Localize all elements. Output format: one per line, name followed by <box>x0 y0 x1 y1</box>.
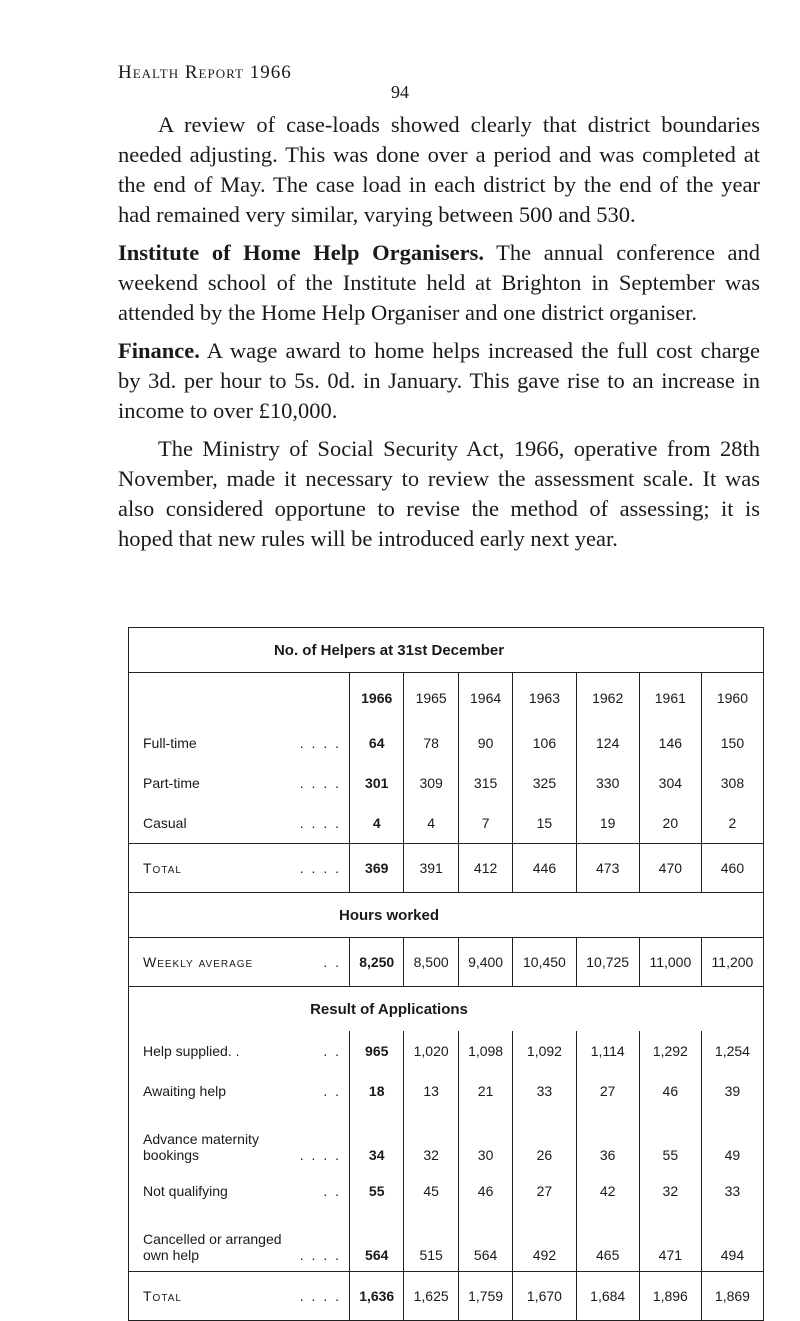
row-label-dots: . . . . <box>299 1288 341 1304</box>
cell-1960: 1,254 <box>701 1031 763 1071</box>
cell-1963: 106 <box>513 723 576 763</box>
cell-1965: 1,625 <box>404 1272 458 1321</box>
cell-1965: 8,500 <box>404 938 458 987</box>
row-label-dots: . . <box>323 1083 341 1099</box>
cell-1960: 11,200 <box>701 938 763 987</box>
cell-1960: 150 <box>701 723 763 763</box>
cell-1962: 10,725 <box>576 938 639 987</box>
cell-1965: 13 <box>404 1071 458 1111</box>
cell-1961: 146 <box>639 723 701 763</box>
cell-1962: 42 <box>576 1171 639 1211</box>
row-label-text: Casual <box>143 815 187 831</box>
cell-1963: 492 <box>513 1211 576 1272</box>
row-label-text: Advance maternity <box>143 1131 259 1147</box>
hours-row-0 <box>129 938 764 987</box>
cell-1962: 1,114 <box>576 1031 639 1071</box>
cell-1965: 32 <box>404 1111 458 1171</box>
paragraph-finance-body: A wage award to home helps increased the full cost charge by 3d. per hour to 5s. 0d. in January. This gave rise to an increase in income to over £10,000. <box>118 338 760 423</box>
cell-1965: 391 <box>404 844 458 893</box>
section-title-applications: Result of Applications <box>129 987 764 1032</box>
paragraph-ministry-act: The Ministry of Social Security Act, 1966, operative from 28th November, made it necessary to review the assessment scale. It was also considered opportune to revise the method of assessing; it is hoped that new rules will be introduced early next year. <box>118 436 760 551</box>
row-label <box>129 803 350 844</box>
cell-1966: 55 <box>350 1171 404 1211</box>
cell-1964: 9,400 <box>458 938 512 987</box>
cell-1964: 7 <box>458 803 512 844</box>
statistics-table <box>128 627 764 1321</box>
section-title-row <box>129 893 764 938</box>
cell-1964: 315 <box>458 763 512 803</box>
cell-1960: 49 <box>701 1111 763 1171</box>
cell-1960: 39 <box>701 1071 763 1111</box>
year-header-1964: 1964 <box>458 673 512 724</box>
cell-1961: 471 <box>639 1211 701 1272</box>
cell-1961: 32 <box>639 1171 701 1211</box>
year-header-1961: 1961 <box>639 673 701 724</box>
cell-1962: 19 <box>576 803 639 844</box>
section-title-row <box>129 987 764 1032</box>
cell-1962: 465 <box>576 1211 639 1272</box>
page-number: 94 <box>391 82 409 102</box>
row-label-dots: . . <box>323 1043 341 1059</box>
cell-1964: 1,098 <box>458 1031 512 1071</box>
cell-1962: 330 <box>576 763 639 803</box>
cell-1965: 4 <box>404 803 458 844</box>
row-label-dots: . . . . <box>299 1147 341 1163</box>
cell-1961: 11,000 <box>639 938 701 987</box>
row-label-dots: . . . . <box>299 815 341 831</box>
section-title-helpers: No. of Helpers at 31st December <box>129 628 764 673</box>
row-label-dots: . . . . <box>299 1247 341 1263</box>
applications-row-0 <box>129 1031 764 1071</box>
cell-1960: 308 <box>701 763 763 803</box>
paragraph-finance <box>118 336 760 426</box>
applications-row-3 <box>129 1171 764 1211</box>
cell-1963: 446 <box>513 844 576 893</box>
cell-1961: 46 <box>639 1071 701 1111</box>
cell-1960: 494 <box>701 1211 763 1272</box>
cell-1964: 30 <box>458 1111 512 1171</box>
row-label-text: Not qualifying <box>143 1183 228 1199</box>
paragraph-institute-heading: Institute of Home Help Organisers. <box>118 240 484 265</box>
cell-1961: 20 <box>639 803 701 844</box>
year-header-1963: 1963 <box>513 673 576 724</box>
year-header-1965: 1965 <box>404 673 458 724</box>
row-label-dots: . . . . <box>299 860 341 876</box>
row-label-text-2: own help <box>143 1247 200 1263</box>
cell-1965: 515 <box>404 1211 458 1272</box>
cell-1962: 27 <box>576 1071 639 1111</box>
cell-1962: 124 <box>576 723 639 763</box>
cell-1966: 64 <box>350 723 404 763</box>
row-label-text: Full-time <box>143 735 197 751</box>
cell-1961: 304 <box>639 763 701 803</box>
cell-1963: 1,670 <box>513 1272 576 1321</box>
cell-1966: 34 <box>350 1111 404 1171</box>
cell-1963: 325 <box>513 763 576 803</box>
paragraph-case-loads: A review of case-loads showed clearly that district boundaries needed adjusting. This was done over a period and was completed at the end of May. The case load in each district by the end of the year had remained very similar, varying between 500 and 530. <box>118 112 760 227</box>
cell-1962: 1,684 <box>576 1272 639 1321</box>
applications-total-row <box>129 1272 764 1321</box>
year-header-1962: 1962 <box>576 673 639 724</box>
year-header-blank <box>129 673 350 724</box>
row-label <box>129 1071 350 1111</box>
cell-1964: 564 <box>458 1211 512 1272</box>
row-label <box>129 1031 350 1071</box>
helpers-row-1 <box>129 763 764 803</box>
cell-1961: 1,896 <box>639 1272 701 1321</box>
row-label <box>129 763 350 803</box>
row-label <box>129 938 350 987</box>
cell-1963: 26 <box>513 1111 576 1171</box>
body-text <box>118 110 760 562</box>
cell-1964: 412 <box>458 844 512 893</box>
section-title-row <box>129 628 764 673</box>
helpers-row-0 <box>129 723 764 763</box>
row-label <box>129 723 350 763</box>
cell-1966: 1,636 <box>350 1272 404 1321</box>
cell-1963: 27 <box>513 1171 576 1211</box>
cell-1960: 460 <box>701 844 763 893</box>
cell-1966: 965 <box>350 1031 404 1071</box>
cell-1966: 4 <box>350 803 404 844</box>
cell-1965: 1,020 <box>404 1031 458 1071</box>
cell-1963: 33 <box>513 1071 576 1111</box>
row-label-dots: . . . . <box>299 735 341 751</box>
cell-1965: 309 <box>404 763 458 803</box>
paragraph-institute <box>118 238 760 328</box>
row-label <box>129 1211 350 1272</box>
row-label-dots: . . . . <box>299 775 341 791</box>
cell-1960: 1,869 <box>701 1272 763 1321</box>
row-label-text: Total <box>143 1288 182 1304</box>
row-label-text: Help supplied. . <box>143 1043 240 1059</box>
helpers-total-row <box>129 844 764 893</box>
cell-1964: 90 <box>458 723 512 763</box>
row-label <box>129 1171 350 1211</box>
cell-1963: 15 <box>513 803 576 844</box>
cell-1963: 1,092 <box>513 1031 576 1071</box>
cell-1960: 33 <box>701 1171 763 1211</box>
cell-1961: 1,292 <box>639 1031 701 1071</box>
cell-1960: 2 <box>701 803 763 844</box>
row-label <box>129 1111 350 1171</box>
cell-1965: 45 <box>404 1171 458 1211</box>
cell-1964: 46 <box>458 1171 512 1211</box>
applications-row-1 <box>129 1071 764 1111</box>
year-header-1966: 1966 <box>350 673 404 724</box>
year-header-1960: 1960 <box>701 673 763 724</box>
row-label-text: Total <box>143 860 182 876</box>
applications-row-2 <box>129 1111 764 1171</box>
cell-1965: 78 <box>404 723 458 763</box>
cell-1966: 18 <box>350 1071 404 1111</box>
helpers-row-2 <box>129 803 764 844</box>
year-header-row <box>129 673 764 724</box>
row-label <box>129 1272 350 1321</box>
applications-row-4 <box>129 1211 764 1272</box>
cell-1961: 55 <box>639 1111 701 1171</box>
paragraph-finance-heading: Finance. <box>118 338 200 363</box>
cell-1962: 36 <box>576 1111 639 1171</box>
cell-1962: 473 <box>576 844 639 893</box>
section-title-hours: Hours worked <box>129 893 764 938</box>
row-label-text: Part-time <box>143 775 200 791</box>
row-label-text: Weekly average <box>143 954 254 970</box>
cell-1961: 470 <box>639 844 701 893</box>
row-label-dots: . . <box>323 954 341 970</box>
cell-1966: 301 <box>350 763 404 803</box>
row-label <box>129 844 350 893</box>
row-label-text: Awaiting help <box>143 1083 227 1099</box>
cell-1964: 1,759 <box>458 1272 512 1321</box>
cell-1966: 369 <box>350 844 404 893</box>
cell-1963: 10,450 <box>513 938 576 987</box>
running-title: Health Report 1966 <box>118 62 292 83</box>
cell-1966: 8,250 <box>350 938 404 987</box>
cell-1966: 564 <box>350 1211 404 1272</box>
cell-1964: 21 <box>458 1071 512 1111</box>
row-label-text: Cancelled or arranged <box>143 1231 282 1247</box>
paragraph-institute-body: The annual conference and weekend school of the Institute held at Brighton in September was attended by the Home Help Organiser and one district organiser. <box>118 240 761 325</box>
row-label-dots: . . <box>323 1183 341 1199</box>
row-label-text-2: bookings <box>143 1147 200 1163</box>
